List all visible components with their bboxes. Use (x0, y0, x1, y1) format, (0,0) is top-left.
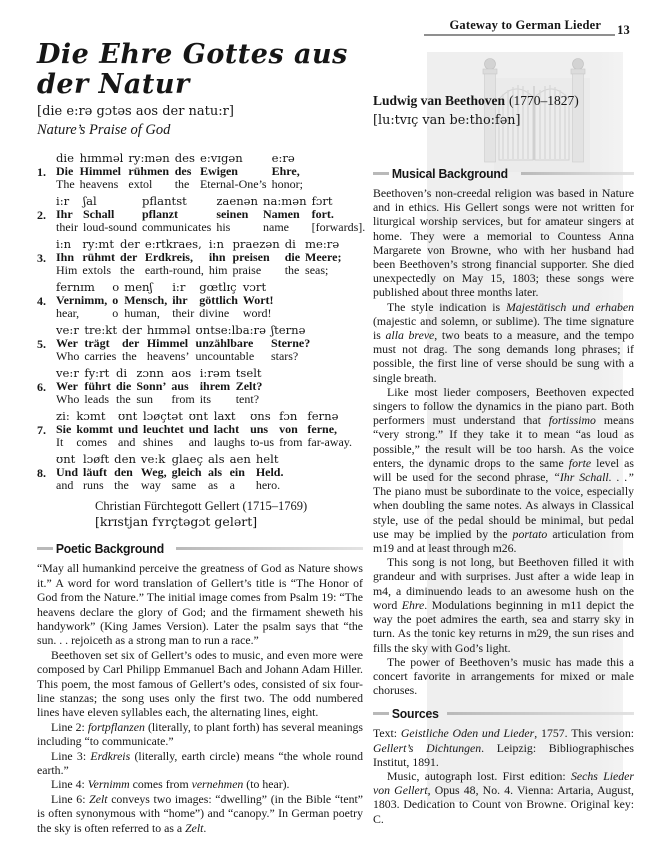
paragraph: Line 4: Vernimm comes from vernehmen (to hear). (51, 777, 290, 792)
english-word: stars? (270, 349, 299, 364)
ipa-word: na:mən (263, 194, 307, 209)
german-word: Schall (83, 207, 115, 222)
english-word: carries (84, 349, 117, 364)
poet-name-ipa: [krɪstjan fʏrçtəgɔt gelərt] (95, 514, 258, 530)
sources-header (373, 706, 634, 721)
english-word: way (140, 478, 161, 493)
english-word: heavens (79, 177, 119, 192)
word-column (271, 324, 310, 363)
word-column (84, 324, 117, 363)
word-column (56, 367, 79, 406)
word-column (56, 453, 78, 492)
stanza-words (56, 152, 363, 191)
ipa-word: zi: (56, 409, 70, 424)
english-word: honor; (271, 177, 303, 192)
stanza (37, 324, 363, 363)
german-word: rühmen (128, 164, 170, 179)
english-word: heavens’ (146, 349, 190, 364)
stanza-words (56, 238, 363, 277)
english-word: from (279, 435, 303, 450)
ipa-word: vɔrt (242, 280, 267, 295)
ipa-word: den (114, 452, 136, 467)
stanza-words (56, 410, 363, 449)
ipa-word: kɔmt (76, 409, 106, 424)
song-title-ipa: [die e:rə gɔtəs aos der natu:r] (37, 104, 234, 120)
german-word: kommt (76, 422, 114, 437)
word-column (209, 238, 228, 277)
word-column (124, 281, 167, 320)
ipa-word: zɔnn (136, 366, 164, 381)
german-word: ihrem (199, 379, 231, 394)
english-word: from (171, 392, 195, 407)
german-word: Wer (56, 336, 78, 351)
english-word: comes (76, 435, 107, 450)
english-word: as (207, 478, 218, 493)
ipa-word: pflantst (142, 194, 187, 209)
german-word: ihn (208, 250, 226, 265)
german-word: Ihn (56, 250, 75, 265)
english-word: the (116, 392, 131, 407)
ipa-word: o (112, 280, 120, 295)
ipa-word: fernə (307, 409, 339, 424)
ipa-word: fy:rt (84, 366, 110, 381)
german-word: trägt (84, 336, 110, 351)
word-column (84, 367, 111, 406)
ipa-word: glaeç (171, 452, 203, 467)
english-word: same (171, 478, 197, 493)
word-column (243, 281, 274, 320)
english-word: its (199, 392, 212, 407)
english-word: seas; (305, 263, 329, 278)
german-word: unzählbare (195, 336, 254, 351)
english-word: the (114, 478, 129, 493)
paragraph: Beethoven set six of Gellert’s odes to music, and even more were composed by Carl Philipp Emmanuel Bach and Johann Adam Hiller. This poem, the most famous of Gellert’s odes, consisted of six four-line stanzas; the song uses only the first two. The odd numbered lines have eleven syllables each, the alternating lines, eight. (37, 647, 363, 720)
word-column (172, 281, 194, 320)
header-rule-right (176, 547, 363, 550)
word-column (279, 410, 302, 449)
german-word: ein (229, 465, 245, 480)
german-word: lacht (213, 422, 240, 437)
header-rule-left (37, 547, 53, 550)
english-word: extol (128, 177, 153, 192)
ipa-word: i:r (56, 194, 70, 209)
stanza (37, 410, 363, 449)
word-column (116, 367, 131, 406)
word-column (112, 281, 119, 320)
word-column (200, 152, 267, 191)
word-column (118, 410, 138, 449)
german-word: als (207, 465, 222, 480)
word-column (143, 410, 184, 449)
ipa-word: tre:kt (84, 323, 117, 338)
paragraph: “May all humankind perceive the greatness of God as Nature shows it.” A word for word translation of Gellert’s title is “The Honor of God from the Nature.” The initial image comes from Psalm 19: “The heavens declare the glory of God; and the firmament sheweth his handywork” (King James Version). Later the psalm says that “the sun. . . rejoiceth as a strong man to run a race.” (37, 561, 363, 648)
word-column (216, 195, 258, 234)
word-column (114, 453, 136, 492)
english-word: earth-round, (144, 263, 204, 278)
word-column (208, 453, 225, 492)
ipa-word: ʊnt (118, 409, 138, 424)
stanza (37, 281, 363, 320)
word-column (285, 238, 300, 277)
word-column (307, 410, 352, 449)
german-word: Ehre, (271, 164, 300, 179)
word-column (199, 281, 238, 320)
word-column (141, 453, 167, 492)
word-column (142, 195, 211, 234)
word-column (175, 152, 195, 191)
word-column (214, 410, 245, 449)
english-word: human, (124, 306, 160, 321)
word-column (56, 281, 107, 320)
german-word: Wer (56, 379, 78, 394)
word-column (312, 195, 366, 234)
stanza (37, 453, 363, 492)
german-word: Erdkreis, (144, 250, 193, 265)
ipa-word: hɪmməl (79, 151, 124, 166)
musical-background-header (373, 166, 634, 181)
english-word: the (284, 263, 300, 278)
stanza-number: 1. (37, 165, 46, 180)
composer-line (373, 92, 634, 110)
word-column (230, 453, 251, 492)
word-column (83, 195, 137, 234)
german-word: und (118, 422, 139, 437)
paragraph: Line 2: fortpflanzen (literally, to plant forth) has several meanings including “to communicate.” (37, 719, 363, 749)
german-word: Meere; (305, 250, 342, 265)
ipa-word: fɔn (279, 409, 298, 424)
german-word: und (188, 422, 209, 437)
german-word: rühmt (82, 250, 116, 265)
stanza-words (56, 324, 363, 363)
paragraph: Music, autograph lost. First edition: Sechs Lieder von Gellert, Opus 48, No. 4. Vienna: Artaria, August, 1803. Dedication to Count von Browne. Original key: C. (373, 768, 635, 826)
english-word: runs (83, 478, 104, 493)
word-column (263, 195, 307, 234)
left-column (37, 39, 366, 835)
composer-name: Ludwig van Beethoven (373, 93, 506, 108)
composer-block (373, 92, 634, 128)
poetic-background-title: Poetic Background (55, 541, 164, 557)
ipa-word: ve:r (56, 366, 79, 381)
ipa-word: lɔøft (83, 452, 110, 467)
german-word: göttlich (199, 293, 238, 308)
ipa-word: ʊntse:lba:rə (195, 323, 266, 338)
right-column (373, 40, 634, 835)
word-column (256, 453, 284, 492)
ipa-word: i:n (208, 237, 224, 252)
word-column (122, 324, 142, 363)
stanza-number: 6. (37, 380, 46, 395)
ipa-word: praezən (232, 237, 280, 252)
page-number: 13 (617, 23, 630, 37)
german-word: gleich (171, 465, 202, 480)
word-column (128, 152, 169, 191)
poet-name: Christian Fürchtegott Gellert (1715–1769) (95, 499, 308, 514)
header-rule-right (521, 172, 634, 175)
german-word: Weg, (140, 465, 167, 480)
english-word: praise (232, 263, 262, 278)
word-column (236, 367, 263, 406)
english-word: him (208, 263, 228, 278)
english-word: the (121, 349, 137, 364)
word-column (56, 410, 71, 449)
word-column (56, 324, 79, 363)
word-column (56, 195, 78, 234)
english-word: Him (56, 263, 78, 278)
ipa-word: di (116, 366, 128, 381)
word-column (82, 238, 115, 277)
musical-background-text (373, 186, 634, 697)
ipa-word: e:rə (271, 151, 295, 166)
header-rule-left (373, 712, 389, 715)
ipa-word: helt (255, 452, 279, 467)
german-word: des (174, 164, 192, 179)
english-word: tent? (235, 392, 260, 407)
german-word: Wort! (242, 293, 274, 308)
english-word: shines (143, 435, 174, 450)
word-column (120, 238, 140, 277)
word-column (171, 367, 194, 406)
word-column (250, 410, 274, 449)
header-rule-right (447, 712, 634, 715)
english-word: leads (84, 392, 109, 407)
word-column (136, 367, 166, 406)
stanza-number: 3. (37, 251, 46, 266)
english-word: a (229, 478, 235, 493)
ipa-word: der (121, 323, 142, 338)
german-word: den (114, 465, 133, 480)
english-word: Who (56, 392, 80, 407)
word-column (305, 238, 341, 277)
poet-attribution (95, 499, 363, 529)
ipa-word: aen (229, 452, 251, 467)
german-word: Ewigen (199, 164, 238, 179)
stanza-number: 8. (37, 466, 46, 481)
german-word: ihr (172, 293, 188, 308)
english-word: word! (242, 306, 272, 321)
running-head-title: Gateway to German Lieder (449, 18, 602, 32)
poetic-background-header (37, 541, 363, 556)
german-word: Vernimm, (56, 293, 108, 308)
word-column (200, 367, 231, 406)
ipa-word: ʊnt (56, 452, 76, 467)
german-word: die (116, 379, 132, 394)
german-word: Mensch, (124, 293, 168, 308)
word-column (80, 152, 124, 191)
english-word: the (120, 263, 135, 278)
german-word: der (120, 250, 138, 265)
ipa-word: hɪmməl (146, 323, 191, 338)
ipa-word: des (174, 151, 195, 166)
english-word: laughs (213, 435, 246, 450)
word-column (172, 453, 203, 492)
english-word: Eternal-One’s (199, 177, 267, 192)
german-word: aus (171, 379, 189, 394)
english-word: uncountable (195, 349, 255, 364)
english-word: his (216, 220, 231, 235)
interlinear-verses (37, 151, 366, 493)
paragraph: The style indication is Majestätisch und erhaben (majestic and solemn, or sublime). The time signature is alla breve, two beats to a measure, and the tempo must not drag. The song demands long phrases; if possible, the first line of verse should be sung with a single breath. (373, 299, 634, 385)
ipa-word: ʃternə (270, 323, 306, 338)
english-word: It (56, 435, 64, 450)
composer-name-ipa: [lu:tvɪç van be:tho:fən] (373, 113, 521, 128)
ipa-word: e:vɪgən (199, 151, 243, 166)
german-word: leuchtet (143, 422, 184, 437)
stanza (37, 194, 366, 235)
english-word: their (172, 306, 195, 321)
ipa-word: lɔøçtət (143, 409, 183, 424)
stanza-number: 2. (37, 208, 46, 223)
english-word: Who (56, 349, 80, 364)
english-word: and (56, 478, 74, 493)
english-word: far-away. (307, 435, 353, 450)
stanza-number: 7. (37, 423, 46, 438)
ipa-word: ʊns (250, 409, 271, 424)
english-word: and (188, 435, 207, 450)
german-word: führt (84, 379, 111, 394)
english-word: hero. (255, 478, 281, 493)
german-word: fort. (311, 207, 334, 222)
sources-title: Sources (391, 706, 439, 722)
german-word: o (112, 293, 119, 308)
german-word: Himmel (146, 336, 189, 351)
german-word: läuft (83, 465, 108, 480)
ipa-word: fɔrt (311, 194, 333, 209)
german-word: Himmel (79, 164, 121, 179)
ipa-word: zaenən (216, 194, 258, 209)
german-word: der (121, 336, 140, 351)
german-word: Held. (255, 465, 284, 480)
paragraph: Line 3: Erdkreis (literally, earth circle) means “the whole round earth.” (37, 748, 363, 778)
word-column (196, 324, 266, 363)
english-word: and (118, 435, 136, 450)
word-column (145, 238, 204, 277)
english-word: [forwards]. (311, 220, 366, 235)
word-column (189, 410, 209, 449)
stanza (37, 238, 363, 277)
ipa-word: laxt (213, 409, 236, 424)
paragraph: Beethoven’s non-creedal religion was based in Nature and in ethics. His Gellert songs were not written for liturgical worship services, but for amateur singers at home. They were a memorial to Countess Anna Margarete von Browne, who with her husband had been Beethoven’s strong financial supporter. She died unexpectedly on May 15, 1803; these songs were published about three months later. (373, 186, 634, 300)
english-word: name (263, 220, 289, 235)
german-word: pflanzt (142, 207, 178, 222)
german-word: preisen (232, 250, 270, 265)
german-word: Sonn’ (136, 379, 167, 394)
paragraph: The power of Beethoven’s music has made this a concert favorite in arrangements for mixed or male choruses. (373, 654, 634, 698)
english-word: o (112, 306, 119, 321)
ipa-word: ʊnt (188, 409, 209, 424)
german-word: uns (250, 422, 269, 437)
ipa-word: di (284, 237, 296, 252)
poetic-background-text (37, 561, 363, 835)
german-word: Die (56, 164, 74, 179)
english-word: The (56, 177, 75, 192)
word-column (56, 152, 75, 191)
ipa-word: gœtlɪç (199, 280, 237, 295)
paragraph: This song is not long, but Beethoven filled it with grandeur and with surprises. Just after a wide leap in m4, a diminuendo leads to an awesome hush on the word Ehre. Modulations beginning in m11 depict the way the poet admires the earth, sea and starry sky in turn. As the tonic key returns in m29, the sun rises and fills the sky with God’s light. (373, 555, 634, 655)
german-word: seinen (216, 207, 249, 222)
ipa-word: ve:r (56, 323, 79, 338)
ipa-word: aos (171, 366, 192, 381)
stanza-words (56, 367, 363, 406)
ipa-word: der (120, 237, 140, 252)
ipa-word: ve:k (140, 452, 166, 467)
ipa-word: die (56, 151, 74, 166)
stanza-words (56, 453, 363, 492)
english-word: loud-sound (83, 220, 137, 235)
ipa-word: ry:mt (82, 237, 114, 252)
stanza-number: 4. (37, 294, 46, 309)
word-column (56, 238, 77, 277)
german-word: Zelt? (235, 379, 263, 394)
english-word: the (174, 177, 190, 192)
header-rule-left (373, 172, 389, 175)
german-word: Ihr (56, 207, 73, 222)
english-word: divine (199, 306, 230, 321)
musical-background-title: Musical Background (391, 166, 508, 181)
ipa-word: als (207, 452, 225, 467)
ipa-word: menʃ (124, 280, 153, 295)
composer-dates: (1770–1827) (509, 93, 579, 108)
ipa-word: ʃal (83, 194, 97, 209)
ipa-word: i:r (172, 280, 186, 295)
english-word: communicates (142, 220, 212, 235)
ipa-word: e:rtkraes, (144, 237, 202, 252)
german-word: Namen (263, 207, 300, 222)
ipa-word: fernɪm (56, 280, 95, 295)
word-column (272, 152, 303, 191)
english-word: their (56, 220, 78, 235)
english-word: sun (136, 392, 154, 407)
ipa-word: ry:mən (128, 151, 170, 166)
german-word: die (284, 250, 301, 265)
german-word: Und (56, 465, 79, 480)
english-word: to-us (250, 435, 275, 450)
song-title: Die Ehre Gottes aus der Natur (37, 39, 348, 100)
paragraph: Text: Geistliche Oden und Lieder, 1757. This version: Gellert’s Dichtungen. Leipzig: Bibliographisches Institut, 1891. (373, 726, 634, 769)
stanza (37, 367, 363, 406)
word-column (147, 324, 191, 363)
word-column (233, 238, 280, 277)
paragraph: Line 6: Zelt conveys two images: “dwelling” (in the Bible “tent” is often synonymous with “home”) and “canopy.” In German poetry the sky is often referred to as a Zelt. (37, 791, 363, 835)
ipa-word: me:rə (305, 237, 340, 252)
ipa-word: i:n (56, 237, 72, 252)
german-word: Sie (56, 422, 72, 437)
english-word: extols (82, 263, 112, 278)
ipa-word: i:rəm (199, 366, 231, 381)
stanza-words (56, 281, 363, 320)
song-title-translation: Nature’s Praise of God (37, 122, 171, 139)
english-word: hear, (56, 306, 80, 321)
german-word: ferne, (307, 422, 338, 437)
german-word: von (279, 422, 298, 437)
word-column (76, 410, 113, 449)
word-column (83, 453, 109, 492)
ipa-word: tselt (235, 366, 262, 381)
sources-text (373, 726, 634, 825)
stanza-words (56, 194, 366, 235)
stanza-number: 5. (37, 337, 46, 352)
german-word: Sterne? (270, 336, 311, 351)
stanza (37, 152, 363, 191)
paragraph: Like most lieder composers, Beethoven expected singers to follow the dynamics in the piano part. Both performers must understand that fortissimo means “very strong.” If they take it to mean “as loud as possible,” the result will be too harsh. As the voice enters, the dynamic drops to the same forte level as will be used for the second phrase, “Ihr Schall. . .” The piano must be subordinate to the voice, especially when doubling the same notes. As always in Classical style, use of the pedal should be minimal, but pedal use may be implied by the portato articulation from m19 and at least through m26. (373, 384, 634, 556)
